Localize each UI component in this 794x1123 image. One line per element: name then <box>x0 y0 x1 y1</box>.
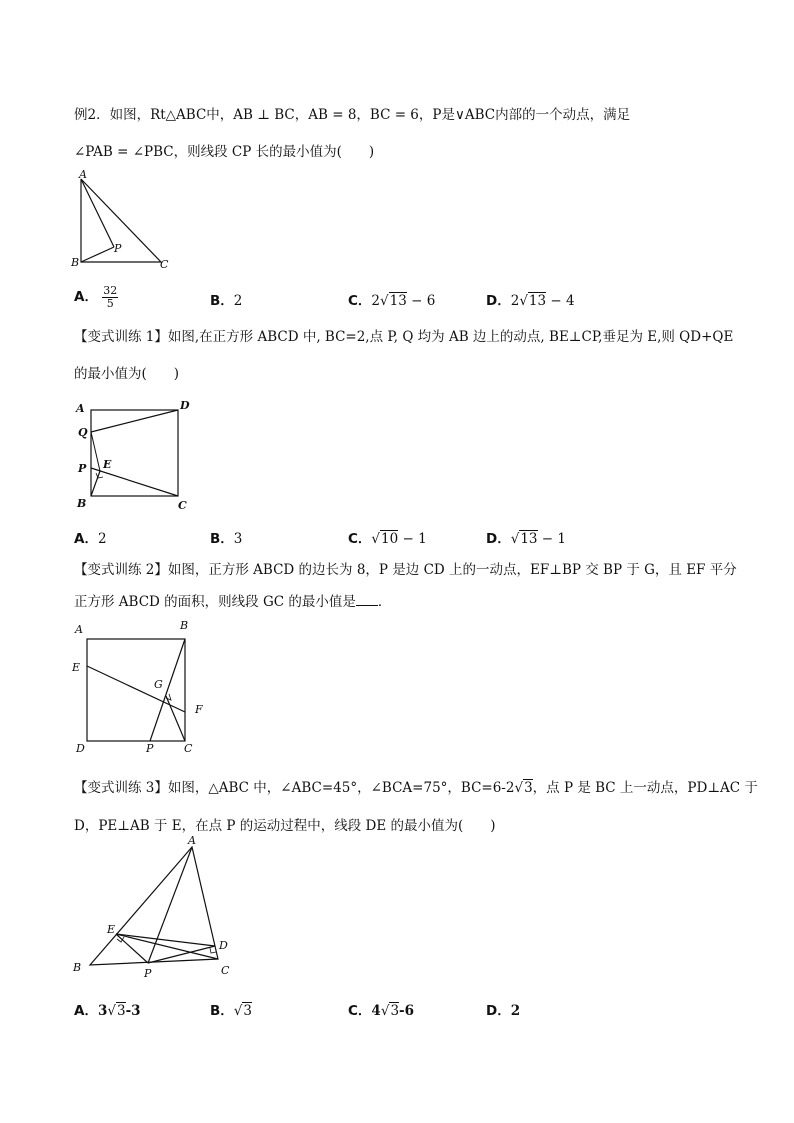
q2-label-d: D <box>180 399 190 412</box>
q1-label-c: C <box>160 258 169 271</box>
q1-stem-line2: ∠PAB = ∠PBC，则线段 CP 长的最小值为( ) <box>74 144 375 160</box>
q2-option-a[interactable]: A．2 <box>74 531 107 547</box>
q1-option-a[interactable]: A． $\frac{32}{5}$ <box>74 284 118 310</box>
q2-label-e: E <box>103 458 112 471</box>
q4-label-a: A <box>188 834 196 847</box>
q3-label-b: B <box>180 619 189 632</box>
q1-label-a: A <box>79 168 87 181</box>
q2-stem-line2: 的最小值为( ) <box>74 366 180 382</box>
q3-stem-line2: 正方形 ABCD 的面积，则线段 GC 的最小值是 ． <box>74 594 392 610</box>
q1-stem-line1: 例2．如图，Rt△ABC中，AB ⊥ BC，AB = 8，BC = 6，P是∨ABC内部的一个动点，满足 <box>74 107 631 123</box>
q1-option-a-fraction: $\frac{32}{5}$ <box>103 284 118 310</box>
q1-label-p: P <box>114 242 122 255</box>
q3-label-d: D <box>76 742 85 755</box>
q3-label-c: C <box>184 742 193 755</box>
q1-option-d[interactable]: D．2√13 − 4 <box>486 293 575 309</box>
q2-option-b[interactable]: B．3 <box>210 531 243 547</box>
q2-option-d[interactable]: D．√13 − 1 <box>486 531 566 547</box>
q4-option-c[interactable]: C．4√3-6 <box>348 1003 415 1019</box>
q2-label-b: B <box>77 497 87 510</box>
q4-label-d: D <box>219 939 228 952</box>
q1-option-c[interactable]: C．2√13 − 6 <box>348 293 436 309</box>
q4-label-e: E <box>107 923 116 936</box>
q2-option-c[interactable]: C．√10 − 1 <box>348 531 427 547</box>
q3-label-g: G <box>154 678 163 691</box>
q3-square-diagram <box>70 618 220 758</box>
q4-triangle-diagram <box>70 834 250 983</box>
q2-label-a: A <box>76 402 85 415</box>
q4-stem-line2: D，PE⊥AB 于 E，在点 P 的运动过程中，线段 DE 的最小值为( ) <box>74 818 496 834</box>
q1-label-b: B <box>71 256 80 269</box>
q3-label-e: E <box>72 661 81 674</box>
q4-label-c: C <box>221 964 230 977</box>
q4-option-a[interactable]: A．3√3-3 <box>74 1003 141 1019</box>
q3-label-f: F <box>195 703 203 716</box>
q2-stem-line1: 【变式训练 1】如图,在正方形 ABCD 中, BC=2,点 P, Q 均为 AB 边上的动点, BE⊥CP,垂足为 E,则 QD+QE <box>74 329 734 345</box>
q4-label-b: B <box>73 961 82 974</box>
q3-answer-blank[interactable] <box>356 593 378 606</box>
q4-label-p: P <box>144 967 152 980</box>
q1-triangle-diagram <box>70 170 180 270</box>
q2-label-p: P <box>78 462 87 475</box>
q3-label-a: A <box>75 623 83 636</box>
q3-stem-line1: 【变式训练 2】如图，正方形 ABCD 的边长为 8，P 是边 CD 上的一动点，EF⊥BP 交 BP 于 G，且 EF 平分 <box>74 562 737 578</box>
q1-option-b[interactable]: B．2 <box>210 293 243 309</box>
q2-square-diagram <box>70 398 200 513</box>
q4-option-b[interactable]: B．√3 <box>210 1003 252 1019</box>
q2-label-q: Q <box>78 426 88 439</box>
q2-label-c: C <box>178 499 187 512</box>
q4-option-d[interactable]: D．2 <box>486 1003 521 1019</box>
q4-stem-line1: 【变式训练 3】如图，△ABC 中，∠ABC=45°，∠BCA=75°，BC=6-2√3，点 P 是 BC 上一动点，PD⊥AC 于 <box>74 780 758 796</box>
q3-label-p: P <box>146 742 154 755</box>
